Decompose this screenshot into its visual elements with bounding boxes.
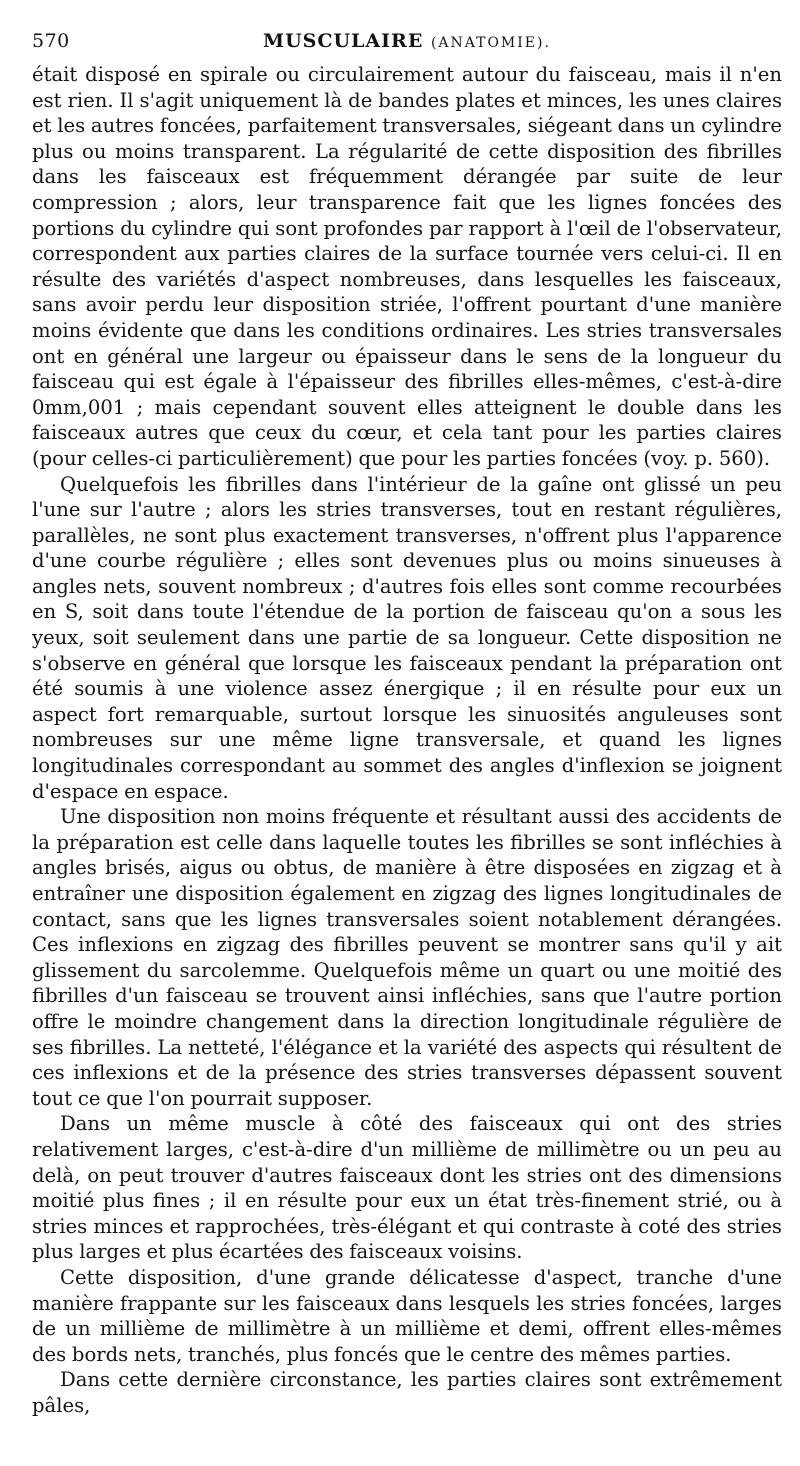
page-number: 570 xyxy=(32,30,70,52)
page-header xyxy=(32,30,782,62)
paragraph: Une disposition non moins fréquente et résultant aussi des accidents de la préparation est celle dans laquelle toutes les fibrilles se sont infléchies à angles brisés, aigus ou obtus, de manière à être disposées en zigzag et à entraîner une disposition également en zigzag des lignes longitudinales de contact, sans que les lignes transversales soient notablement dérangées. Ces inflexions en zigzag des fibrilles peuvent se montrer sans qu'il y ait glissement du sarcolemme. Quelquefois même un quart ou une moitié des fibrilles d'un faisceau se trouvent ainsi infléchies, sans que l'autre portion offre le moindre changement dans la direction longitudinale régulière de ses fibrilles. La netteté, l'élégance et la variété des aspects qui résultent de ces inflexions et de la présence des stries transverses dépassent souvent tout ce que l'on pourrait supposer. xyxy=(32,805,782,1110)
paragraph: Dans cette dernière circonstance, les parties claires sont extrêmement pâles, xyxy=(32,1368,782,1417)
paragraph: Dans un même muscle à côté des faisceaux qui ont des stries relativement larges, c'est-à-dire d'un millième de millimètre ou un peu au delà, on peut trouver d'autres faisceaux dont les stries ont des dimensions moitié plus fines ; il en résulte pour eux un état très-finement strié, ou à stries minces et rapprochées, très-élégant et qui contraste à coté des stries plus larges et plus écartées des faisceaux voisins. xyxy=(32,1112,782,1264)
paragraph: Quelquefois les fibrilles dans l'intérieur de la gaîne ont glissé un peu l'une sur l'autre ; alors les stries transverses, tout en restant régulières, parallèles, ne sont plus exactement transverses, n'offrent plus l'apparence d'une courbe régulière ; elles sont devenues plus ou moins sinueuses à angles nets, souvent nombreux ; d'autres fois elles sont comme recourbées en S, soit dans toute l'étendue de la portion de faisceau qu'on a sous les yeux, soit seulement dans une partie de sa longueur. Cette disposition ne s'observe en général que lorsque les faisceaux pendant la préparation ont été soumis à une violence assez énergique ; il en résulte pour eux un aspect fort remarquable, surtout lorsque les sinuosités anguleuses sont nombreuses sur une même ligne transversale, et quand les lignes longitudinales correspondant au sommet des angles d'inflexion se joignent d'espace en espace. xyxy=(32,472,782,803)
running-title-main: MUSCULAIRE xyxy=(263,30,424,52)
running-title xyxy=(32,30,782,52)
paragraph: était disposé en spirale ou circulairement autour du faisceau, mais il n'en est rien. Il s'agit uniquement là de bandes plates et minces, les unes claires et les autres foncées, parfaitement transversales, siégeant dans un cylindre plus ou moins transparent. La régularité de cette disposition des fibrilles dans les faisceaux est fréquemment dérangée par suite de leur compression ; alors, leur transparence fait que les lignes foncées des portions du cylindre qui sont profondes par rapport à l'œil de l'observateur, correspondent aux parties claires de la surface tournée vers celui-ci. Il en résulte des variétés d'aspect nombreuses, dans lesquelles les faisceaux, sans avoir perdu leur disposition striée, l'offrent pourtant d'une manière moins évidente que dans les conditions ordinaires. Les stries transversales ont en général une largeur ou épaisseur dans le sens de la longueur du faisceau qui est égale à l'épaisseur des fibrilles elles-mêmes, c'est-à-dire 0mm,001 ; mais cependant souvent elles atteignent le double dans les faisceaux autres que ceux du cœur, et cela tant pour les parties claires (pour celles-ci particulièrement) que pour les parties foncées (voy. p. 560). xyxy=(32,63,782,470)
body-text xyxy=(32,62,782,1418)
paragraph: Cette disposition, d'une grande délicatesse d'aspect, tranche d'une manière frappante sur les faisceaux dans lesquels les stries foncées, larges de un millième de millimètre à un millième et demi, offrent elles-mêmes des bords nets, tranchés, plus foncés que le centre des mêmes parties. xyxy=(32,1265,782,1366)
running-title-sub: (ANATOMIE). xyxy=(430,35,551,51)
